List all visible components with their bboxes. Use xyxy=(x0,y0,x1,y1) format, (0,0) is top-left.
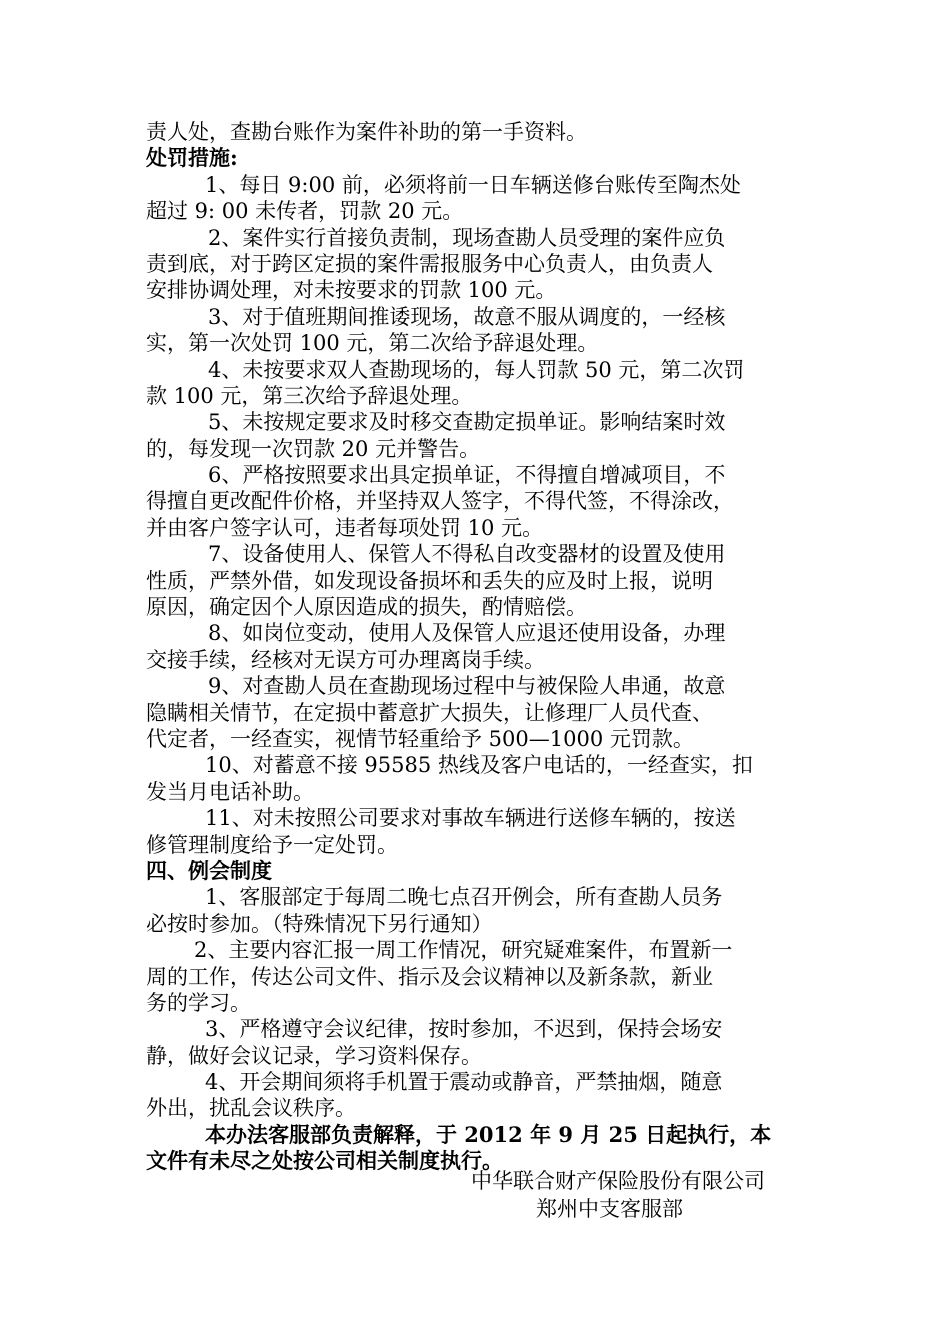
signature-company: 中华联合财产保险股份有限公司 xyxy=(471,1169,765,1193)
penalty-6-line-1: 6、严格按照要求出具定损单证，不得擅自增减项目，不 xyxy=(208,463,726,488)
penalty-8-line-2: 交接手续，经核对无误方可办理离岗手续。 xyxy=(146,647,545,672)
penalty-4-line-1: 4、未按要求双人查勘现场的，每人罚款 50 元，第二次罚 xyxy=(208,357,745,382)
closing-line-1: 本办法客服部负责解释，于 2012 年 9 月 25 日起执行，本 xyxy=(205,1121,772,1147)
meeting-4-line-2: 外出，扰乱会议秩序。 xyxy=(146,1096,356,1121)
penalty-6-line-2: 得擅自更改配件价格，并坚持双人签字，不得代签，不得涂改， xyxy=(146,489,734,514)
penalty-2-line-2: 责到底，对于跨区定损的案件需报服务中心负责人，由负责人 xyxy=(146,251,713,276)
intro-line: 责人处，查勘台账作为案件补助的第一手资料。 xyxy=(146,120,587,144)
penalty-7-line-3: 原因，确定因个人原因造成的损失，酌情赔偿。 xyxy=(146,595,587,620)
meeting-1-line-1: 1、客服部定于每周二晚七点召开例会，所有查勘人员务 xyxy=(205,885,723,910)
penalty-11-line-1: 11、对未按照公司要求对事故车辆进行送修车辆的，按送 xyxy=(205,806,736,831)
penalty-9-line-1: 9、对查勘人员在查勘现场过程中与被保险人串通，故意 xyxy=(208,674,726,699)
meeting-2-line-1: 2、主要内容汇报一周工作情况，研究疑难案件，布置新一 xyxy=(194,938,733,963)
signature-department: 郑州中支客服部 xyxy=(536,1197,683,1221)
penalty-3-line-2: 实，第一次处罚 100 元，第二次给予辞退处理。 xyxy=(146,331,599,356)
meeting-3-line-1: 3、严格遵守会议纪律，按时参加，不迟到，保持会场安 xyxy=(205,1017,723,1042)
penalty-5-line-2: 的，每发现一次罚款 20 元并警告。 xyxy=(146,436,481,461)
meeting-heading: 四、例会制度 xyxy=(146,857,272,883)
penalty-1-line-1: 1、每日 9:00 前，必须将前一日车辆送修台账传至陶杰处 xyxy=(205,172,741,197)
meeting-2-line-2: 周的工作，传达公司文件、指示及会议精神以及新条款，新业 xyxy=(146,964,713,989)
document-body xyxy=(146,119,816,1175)
penalty-4-line-2: 款 100 元，第三次给予辞退处理。 xyxy=(146,383,473,408)
penalty-3-line-1: 3、对于值班期间推诿现场，故意不服从调度的，一经核 xyxy=(208,304,726,329)
penalty-9-line-2: 隐瞒相关情节，在定损中蓄意扩大损失，让修理厂人员代查、 xyxy=(146,700,713,725)
meeting-4-line-1: 4、开会期间须将手机置于震动或静音，严禁抽烟，随意 xyxy=(205,1070,723,1095)
meeting-1-line-2: 必按时参加。（特殊情况下另行通知） xyxy=(146,911,493,936)
penalty-5-line-1: 5、未按规定要求及时移交查勘定损单证。影响结案时效 xyxy=(208,410,726,435)
penalty-10-line-2: 发当月电话补助。 xyxy=(146,779,314,804)
penalty-9-line-3: 代定者，一经查实，视情节轻重给予 500—1000 元罚款。 xyxy=(146,726,694,751)
penalty-6-line-3: 并由客户签字认可，违者每项处罚 10 元。 xyxy=(146,515,544,540)
penalty-2-line-3: 安排协调处理，对未按要求的罚款 100 元。 xyxy=(146,278,557,303)
penalty-8-line-1: 8、如岗位变动，使用人及保管人应退还使用设备，办理 xyxy=(208,621,726,646)
penalty-7-line-1: 7、设备使用人、保管人不得私自改变器材的设置及使用 xyxy=(208,542,726,567)
penalty-heading: 处罚措施: xyxy=(146,145,238,171)
penalty-11-line-2: 修管理制度给予一定处罚。 xyxy=(146,832,398,857)
penalty-7-line-2: 性质，严禁外借，如发现设备损坏和丢失的应及时上报，说明 xyxy=(146,568,713,593)
penalty-1-line-2: 超过 9: 00 未传者，罚款 20 元。 xyxy=(146,199,464,224)
closing-line-2: 文件有未尽之处按公司相关制度执行。 xyxy=(146,1148,503,1174)
meeting-2-line-3: 务的学习。 xyxy=(146,990,251,1015)
penalty-2-line-1: 2、案件实行首接负责制，现场查勘人员受理的案件应负 xyxy=(208,225,726,250)
penalty-10-line-1: 10、对蓄意不接 95585 热线及客户电话的，一经查实，扣 xyxy=(205,753,753,778)
meeting-3-line-2: 静，做好会议记录，学习资料保存。 xyxy=(146,1043,482,1068)
